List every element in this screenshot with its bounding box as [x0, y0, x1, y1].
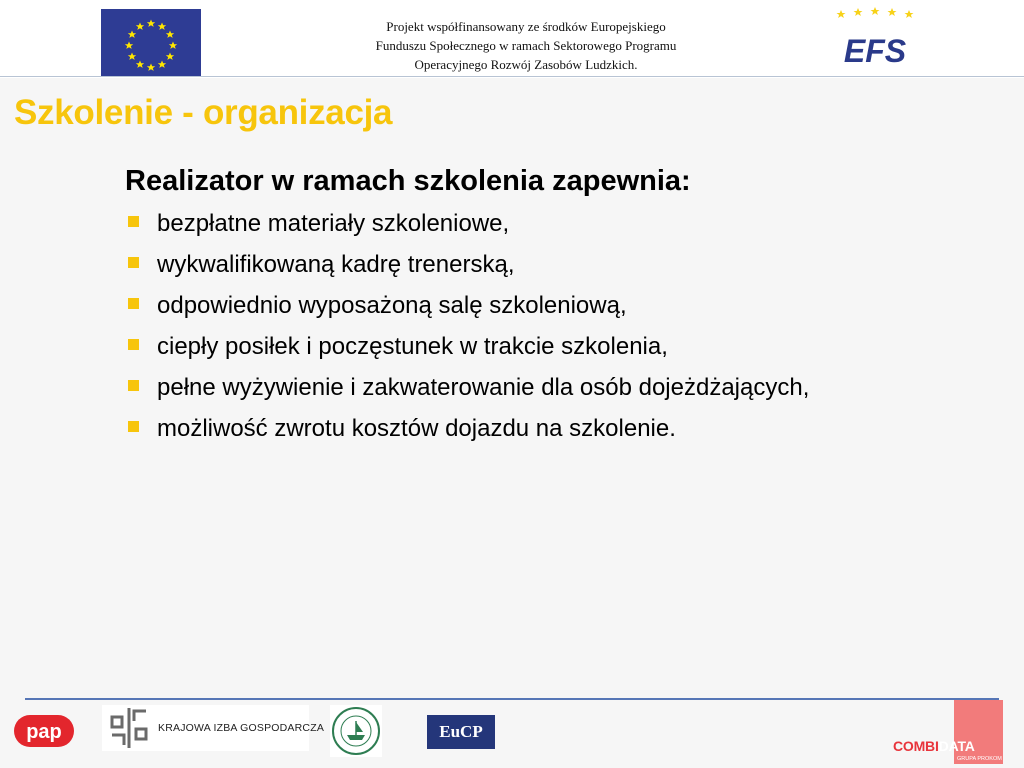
square-bullet-icon — [128, 339, 139, 350]
square-bullet-icon — [128, 216, 139, 227]
square-bullet-icon — [128, 298, 139, 309]
content-heading: Realizator w ramach szkolenia zapewnia: — [125, 165, 691, 197]
square-bullet-icon — [128, 257, 139, 268]
project-line-2: Funduszu Społecznego w ramach Sektorowego Programu — [375, 38, 677, 53]
combidata-box — [954, 700, 1003, 764]
svg-text:pap: pap — [26, 721, 62, 743]
pap-logo — [13, 713, 75, 749]
project-line-3: Operacyjnego Rozwój Zasobów Ludzkich. — [414, 57, 638, 72]
svg-text:EFS: EFS — [843, 33, 907, 68]
header — [0, 0, 1024, 78]
list-item: pełne wyżywienie i zakwaterowanie dla osób dojeżdżających, — [125, 374, 1005, 415]
list-item: możliwość zwrotu kosztów dojazdu na szkolenie. — [125, 415, 1005, 456]
efs-logo — [833, 6, 917, 68]
list-item: ciepły posiłek i poczęstunek w trakcie szkolenia, — [125, 333, 1005, 374]
square-bullet-icon — [128, 380, 139, 391]
sgh-seal-icon — [330, 705, 382, 757]
kig-name: KRAJOWA IZBA GOSPODARCZA — [158, 722, 325, 734]
combidata-logo: COMBIDATA GRUPA PROKOM — [893, 700, 1005, 764]
kig-emblem-icon — [104, 705, 154, 751]
bullet-list — [125, 210, 1005, 456]
square-bullet-icon — [128, 421, 139, 432]
list-item: bezpłatne materiały szkoleniowe, — [125, 210, 1005, 251]
slide-title: Szkolenie - organizacja — [14, 93, 393, 132]
list-item: wykwalifikowaną kadrę trenerską, — [125, 251, 1005, 292]
kig-logo — [102, 705, 325, 751]
project-line-1: Projekt współfinansowany ze środków Europejskiego — [386, 19, 666, 34]
slide-content — [125, 165, 1005, 456]
list-item: odpowiednio wyposażoną salę szkoleniową, — [125, 292, 1005, 333]
footer-divider — [25, 698, 999, 700]
eu-flag-icon — [101, 9, 201, 76]
project-cofinancing-notice — [330, 17, 722, 74]
header-divider — [0, 76, 1024, 77]
eucp-logo: EuCP — [427, 715, 495, 749]
